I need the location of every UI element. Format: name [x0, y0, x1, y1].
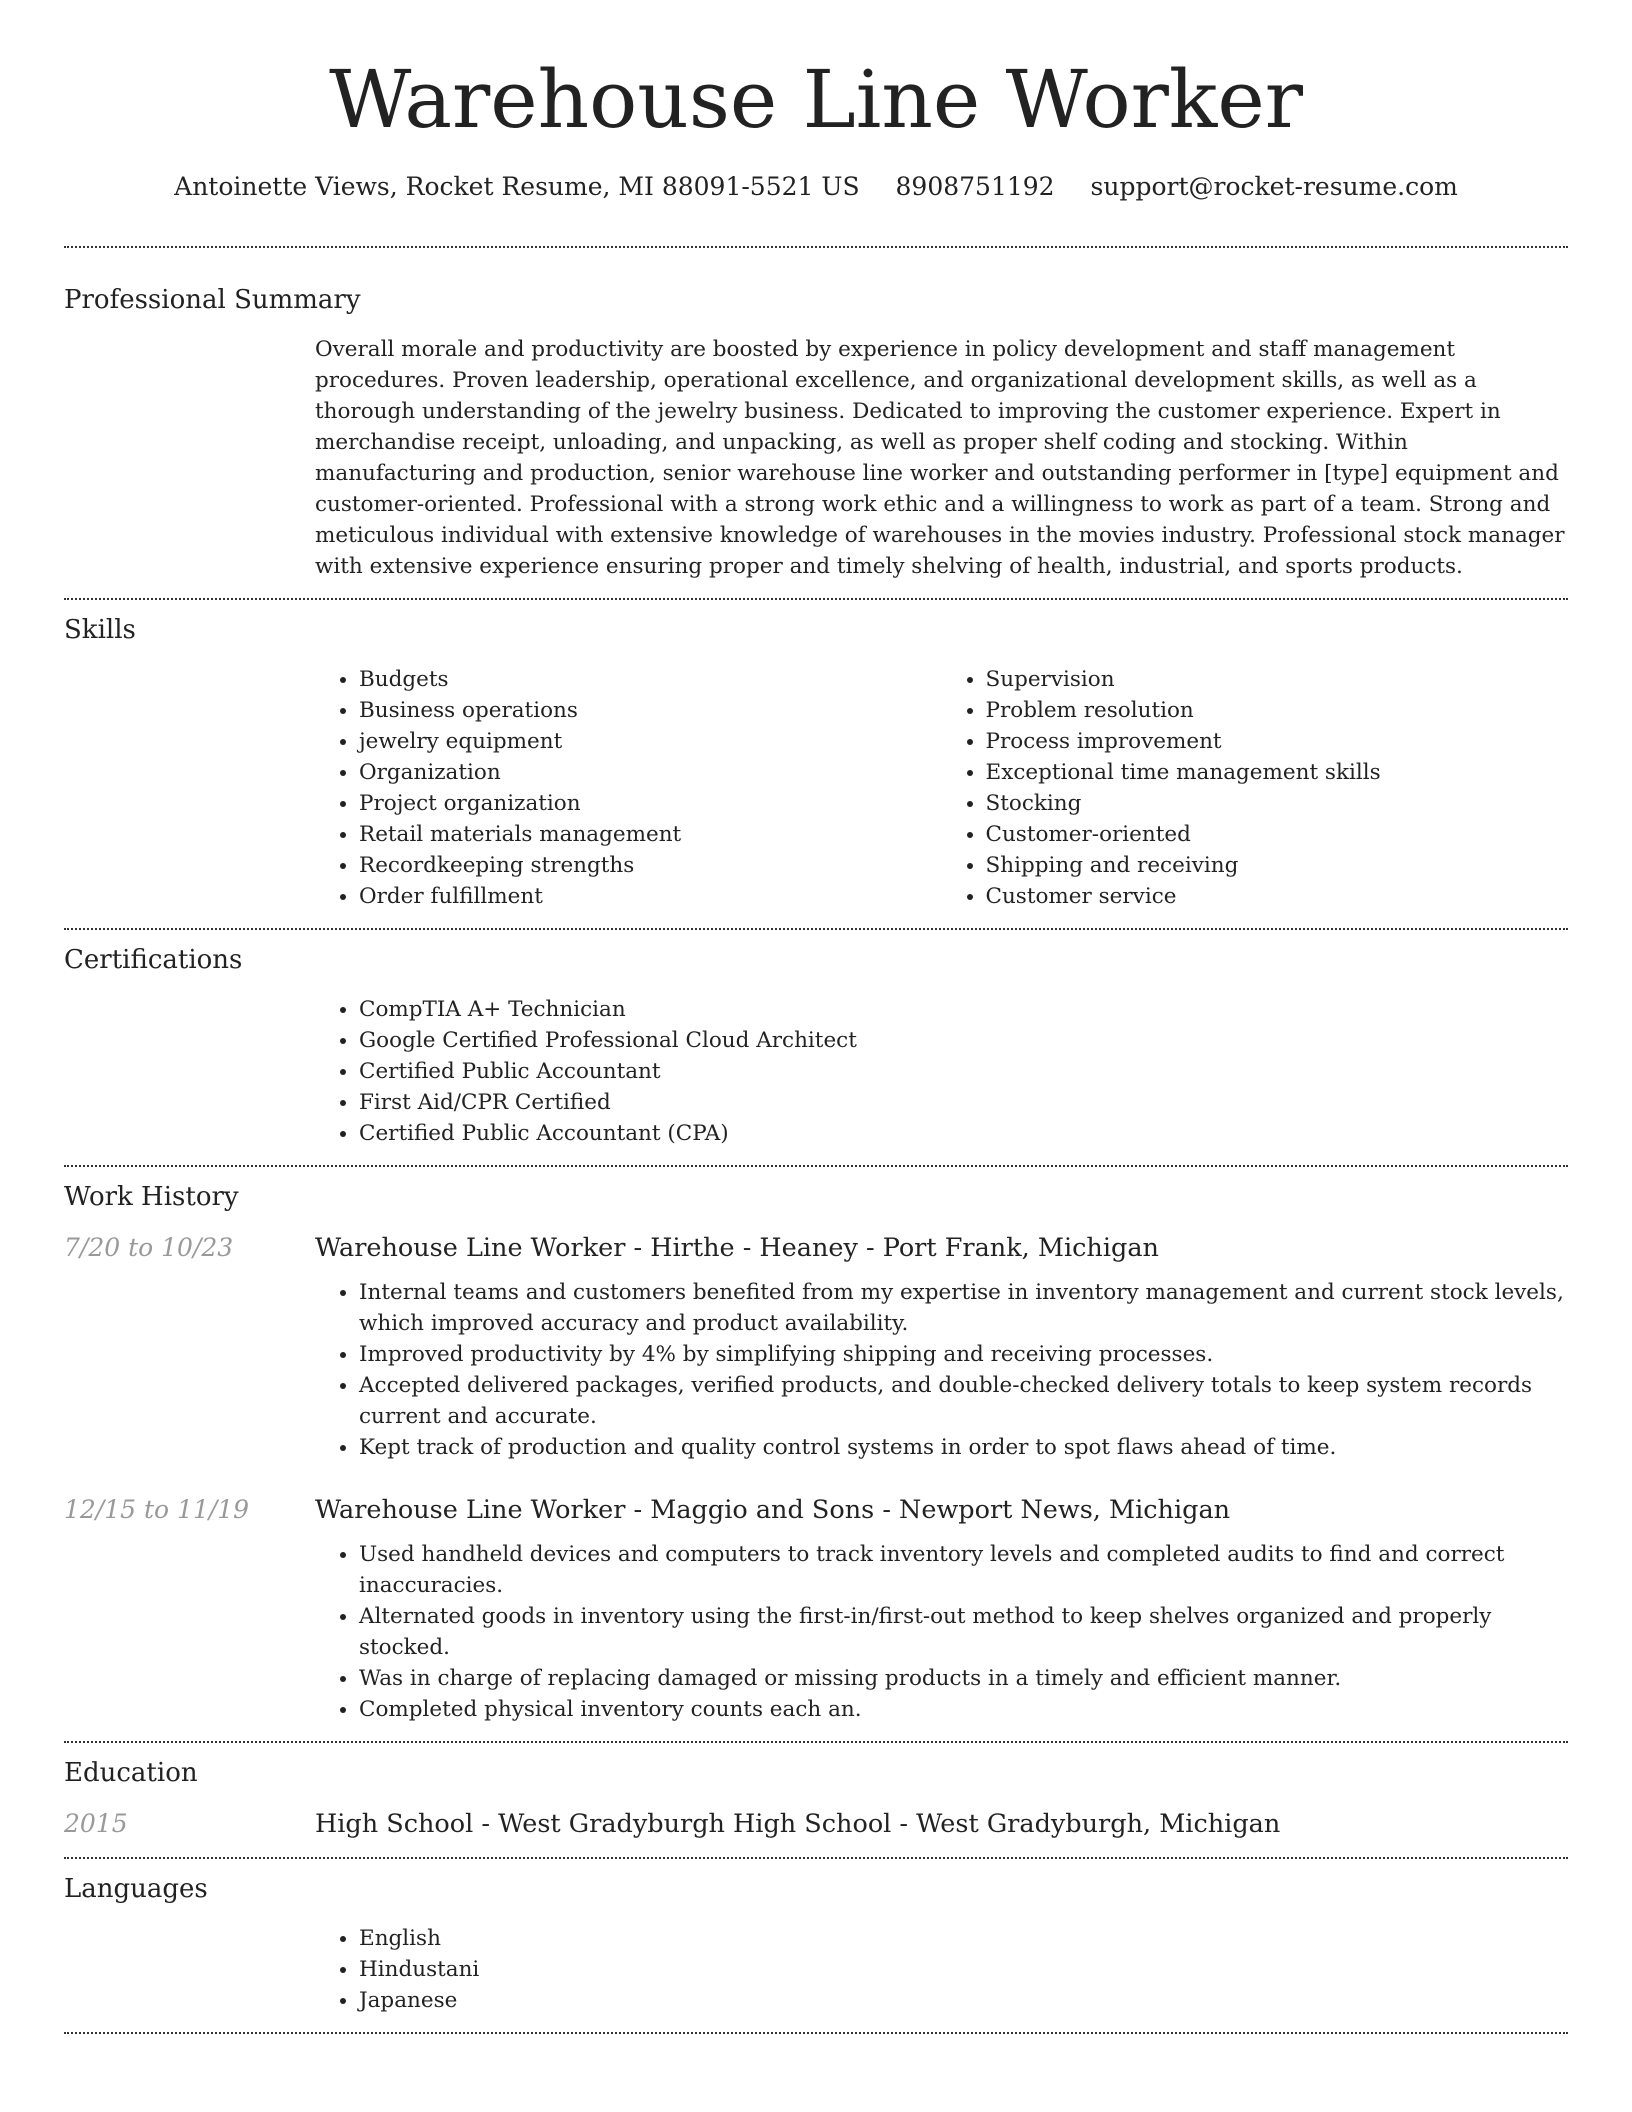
list-item: • Internal teams and customers benefited from my expertise in inventory management and current stock levels, which improved accuracy and product availability.	[359, 1277, 1568, 1339]
list-item: • Organization	[359, 757, 942, 788]
list-item: • Project organization	[359, 788, 942, 819]
education-heading: High School - West Gradyburgh High School - West Gradyburgh, Michigan	[315, 1809, 1281, 1839]
section-title-certifications: Certifications	[64, 945, 243, 975]
resume-name: Warehouse Line Worker	[329, 53, 1303, 146]
divider	[64, 2032, 1568, 2034]
contact-email: support@rocket-resume.com	[1090, 172, 1458, 201]
list-item: • Process improvement	[986, 726, 1569, 757]
education-entry	[64, 1809, 1568, 1839]
section-title-education: Education	[64, 1758, 198, 1788]
list-item: • Business operations	[359, 695, 942, 726]
list-item: • Was in charge of replacing damaged or missing products in a timely and efficient manner.	[359, 1663, 1568, 1694]
languages-list	[315, 1923, 1568, 2016]
languages-content	[315, 1923, 1568, 2032]
job-bullet-list	[315, 1277, 1568, 1463]
section-title-skills: Skills	[64, 615, 136, 645]
job-bullets	[315, 1539, 1568, 1741]
list-item: • Improved productivity by 4% by simplifying shipping and receiving processes.	[359, 1339, 1568, 1370]
list-item: • Stocking	[986, 788, 1569, 819]
job-bullets	[315, 1277, 1568, 1463]
list-item: • Used handheld devices and computers to track inventory levels and completed audits to find and correct inaccuracies.	[359, 1539, 1568, 1601]
list-item: • Shipping and receiving	[986, 850, 1569, 881]
job-entry	[64, 1233, 1568, 1463]
list-item: • jewelry equipment	[359, 726, 942, 757]
certifications-content	[315, 994, 1568, 1165]
list-item: • Certified Public Accountant	[359, 1056, 1568, 1087]
list-item: • Accepted delivered packages, verified products, and double-checked delivery totals to keep system records current and accurate.	[359, 1370, 1568, 1432]
job-header	[64, 1495, 1568, 1525]
job-dates: 12/15 to 11/19	[64, 1495, 250, 1524]
skills-columns	[315, 664, 1568, 928]
job-header	[64, 1233, 1568, 1263]
list-item: • Recordkeeping strengths	[359, 850, 942, 881]
list-item: • Japanese	[359, 1985, 1568, 2016]
list-item: • Kept track of production and quality control systems in order to spot flaws ahead of time.	[359, 1432, 1568, 1463]
list-item: • Customer service	[986, 881, 1569, 912]
languages-section	[64, 1859, 1568, 2032]
contact-address: Antoinette Views, Rocket Resume, MI 88091-5521 US	[174, 172, 860, 201]
job-bullet-list	[315, 1539, 1568, 1725]
job-heading: Warehouse Line Worker - Maggio and Sons - Newport News, Michigan	[315, 1495, 1231, 1525]
job-heading: Warehouse Line Worker - Hirthe - Heaney - Port Frank, Michigan	[315, 1233, 1159, 1263]
list-item: • Problem resolution	[986, 695, 1569, 726]
list-item: • Supervision	[986, 664, 1569, 695]
certifications-list	[315, 994, 1568, 1149]
list-item: • Customer-oriented	[986, 819, 1569, 850]
list-item: • Order fulfillment	[359, 881, 942, 912]
summary-section	[64, 248, 1568, 598]
skills-list-right	[942, 664, 1569, 912]
job-entry	[64, 1495, 1568, 1741]
list-item: • First Aid/CPR Certified	[359, 1087, 1568, 1118]
list-item: • Hindustani	[359, 1954, 1568, 1985]
list-item: • CompTIA A+ Technician	[359, 994, 1568, 1025]
list-item: • English	[359, 1923, 1568, 1954]
contact-line	[64, 170, 1568, 204]
list-item: • Completed physical inventory counts each an.	[359, 1694, 1568, 1725]
work-section	[64, 1167, 1568, 1741]
list-item: • Certified Public Accountant (CPA)	[359, 1118, 1568, 1149]
contact-phone: 8908751192	[895, 172, 1055, 201]
list-item: • Alternated goods in inventory using the first-in/first-out method to keep shelves organized and properly stocked.	[359, 1601, 1568, 1663]
certifications-section	[64, 930, 1568, 1165]
section-title-languages: Languages	[64, 1874, 208, 1904]
skills-section	[64, 600, 1568, 928]
list-item: • Retail materials management	[359, 819, 942, 850]
summary-text: Overall morale and productivity are boosted by experience in policy development and staff management procedures. Proven leadership, operational excellence, and organizational development skills, as well as a thorough understanding of the jewelry business. Dedicated to improving the customer experience. Expert in merchandise receipt, unloading, and unpacking, as well as proper shelf coding and stocking. Within manufacturing and production, senior warehouse line worker and outstanding performer in [type] equipment and customer-oriented. Professional with a strong work ethic and a willingness to work as part of a team. Strong and meticulous individual with extensive knowledge of warehouses in the movies industry. Professional stock manager with extensive experience ensuring proper and timely shelving of health, industrial, and sports products.	[315, 337, 1565, 579]
education-section	[64, 1743, 1568, 1857]
list-item: • Exceptional time management skills	[986, 757, 1569, 788]
list-item: • Budgets	[359, 664, 942, 695]
section-title-summary: Professional Summary	[64, 285, 361, 315]
list-item: • Google Certified Professional Cloud Architect	[359, 1025, 1568, 1056]
job-dates: 7/20 to 10/23	[64, 1233, 234, 1262]
section-title-work: Work History	[64, 1182, 239, 1212]
education-year: 2015	[64, 1809, 128, 1838]
skills-list-left	[315, 664, 942, 912]
